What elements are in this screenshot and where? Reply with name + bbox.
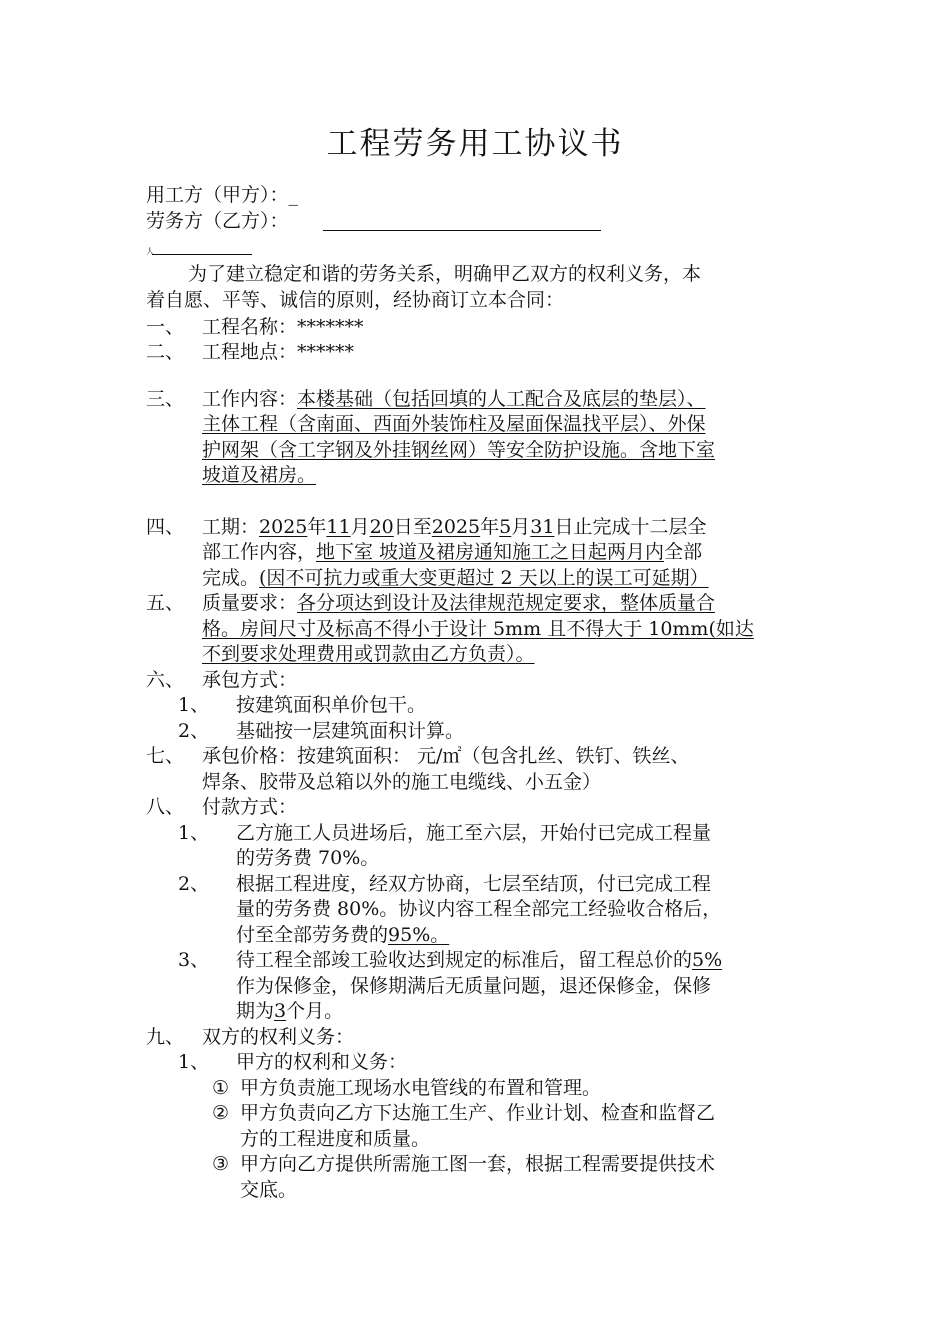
mark-underline — [152, 254, 252, 255]
payment-item-1-num: 1、 — [178, 822, 210, 844]
payment-item-2-line-3: 付至全部劳务费的95%。 — [236, 924, 450, 946]
party-b-label: 劳务方（乙方）： — [146, 210, 289, 232]
mode-item-1-num: 1、 — [178, 694, 210, 716]
section-3-num: 三、 — [146, 388, 185, 410]
section-5-num: 五、 — [146, 592, 185, 614]
work-content-line-1: 工作内容：本楼基础（包括回填的人工配合及底层的垫层）、 — [202, 388, 706, 410]
page-title: 工程劳务用工协议书 — [326, 126, 624, 162]
intro-line-1: 为了建立稳定和谐的劳务关系，明确甲乙双方的权利义务，本 — [188, 263, 702, 285]
party-a-duty-3-line-1: 甲方向乙方提供所需施工图一套，根据工程需要提供技术 — [240, 1153, 716, 1175]
small-mark: 人 — [146, 247, 154, 256]
project-location: 工程地点：****** — [202, 341, 355, 363]
payment-item-2-num: 2、 — [178, 873, 210, 895]
party-a-label: 用工方（甲方）：_ — [146, 184, 299, 206]
section-9-num: 九、 — [146, 1026, 185, 1048]
section-1-num: 一、 — [146, 316, 185, 338]
quality-line-2: 格。房间尺寸及标高不得小于设计 5mm 且不得大于 10mm(如达 — [202, 618, 754, 640]
quality-line-3: 不到要求处理费用或罚款由乙方负责）。 — [202, 643, 535, 665]
party-a-duty-2-line-1: 甲方负责向乙方下达施工生产、作业计划、检查和监督乙 — [240, 1102, 716, 1124]
mode-item-1: 按建筑面积单价包干。 — [236, 694, 427, 716]
period-line-2: 部工作内容，地下室 坡道及裙房通知施工之日起两月内全部 — [202, 541, 703, 563]
section-2-num: 二、 — [146, 341, 185, 363]
section-6-num: 六、 — [146, 669, 185, 691]
rights-sub-1: 甲方的权利和义务： — [236, 1051, 408, 1073]
payment-item-1-line-2: 的劳务费 70%。 — [236, 847, 380, 869]
payment-item-3-num: 3、 — [178, 949, 210, 971]
payment-item-1-line-1: 乙方施工人员进场后，施工至六层，开始付已完成工程量 — [236, 822, 712, 844]
payment-item-2-line-2: 量的劳务费 80%。协议内容工程全部完工经验收合格后， — [236, 898, 722, 920]
rights-duties: 双方的权利义务： — [202, 1026, 355, 1048]
payment-item-3-line-1: 待工程全部竣工验收达到规定的标准后，留工程总价的5% — [236, 949, 723, 971]
payment-item-3-line-2: 作为保修金，保修期满后无质量问题，退还保修金，保修 — [236, 975, 712, 997]
quality-line-1: 质量要求：各分项达到设计及法律规范规定要求，整体质量合 — [202, 592, 716, 614]
section-8-num: 八、 — [146, 796, 185, 818]
mode-item-2: 基础按一层建筑面积计算。 — [236, 720, 465, 742]
party-a-duty-2-num: ② — [212, 1102, 230, 1124]
period-line-1: 工期：2025年11月20日至2025年5月31日止完成十二层全 — [202, 516, 707, 538]
payment-item-2-line-1: 根据工程进度，经双方协商，七层至结顶，付已完成工程 — [236, 873, 712, 895]
party-b-blank — [323, 230, 601, 231]
rights-sub-1-num: 1、 — [178, 1051, 210, 1073]
intro-line-2: 着自愿、平等、诚信的原则，经协商订立本合同： — [146, 289, 565, 311]
party-a-duty-2-line-2: 方的工程进度和质量。 — [240, 1128, 431, 1150]
party-a-duty-1: 甲方负责施工现场水电管线的布置和管理。 — [240, 1077, 602, 1099]
price-line-2: 焊条、胶带及总箱以外的施工电缆线、小五金） — [202, 771, 602, 793]
work-content-line-3: 护网架（含工字钢及外挂钢丝网）等安全防护设施。含地下室 — [202, 439, 716, 461]
period-line-3: 完成。(因不可抗力或重大变更超过 2 天以上的误工可延期） — [202, 567, 709, 589]
price-line-1: 承包价格：按建筑面积： 元/㎡（包含扎丝、铁钉、铁丝、 — [202, 745, 690, 767]
mode-item-2-num: 2、 — [178, 720, 210, 742]
payment-item-3-line-3: 期为3个月。 — [236, 1000, 344, 1022]
work-content-line-2: 主体工程（含南面、西面外装饰柱及屋面保温找平层）、外保 — [202, 413, 706, 435]
party-a-duty-3-line-2: 交底。 — [240, 1179, 298, 1201]
contract-mode: 承包方式： — [202, 669, 298, 691]
section-4-num: 四、 — [146, 516, 185, 538]
project-name: 工程名称：******* — [202, 316, 364, 338]
payment-mode: 付款方式： — [202, 796, 298, 818]
party-a-duty-1-num: ① — [212, 1077, 230, 1099]
section-7-num: 七、 — [146, 745, 185, 767]
party-a-duty-3-num: ③ — [212, 1153, 230, 1175]
work-content-line-4: 坡道及裙房。 — [202, 464, 317, 486]
